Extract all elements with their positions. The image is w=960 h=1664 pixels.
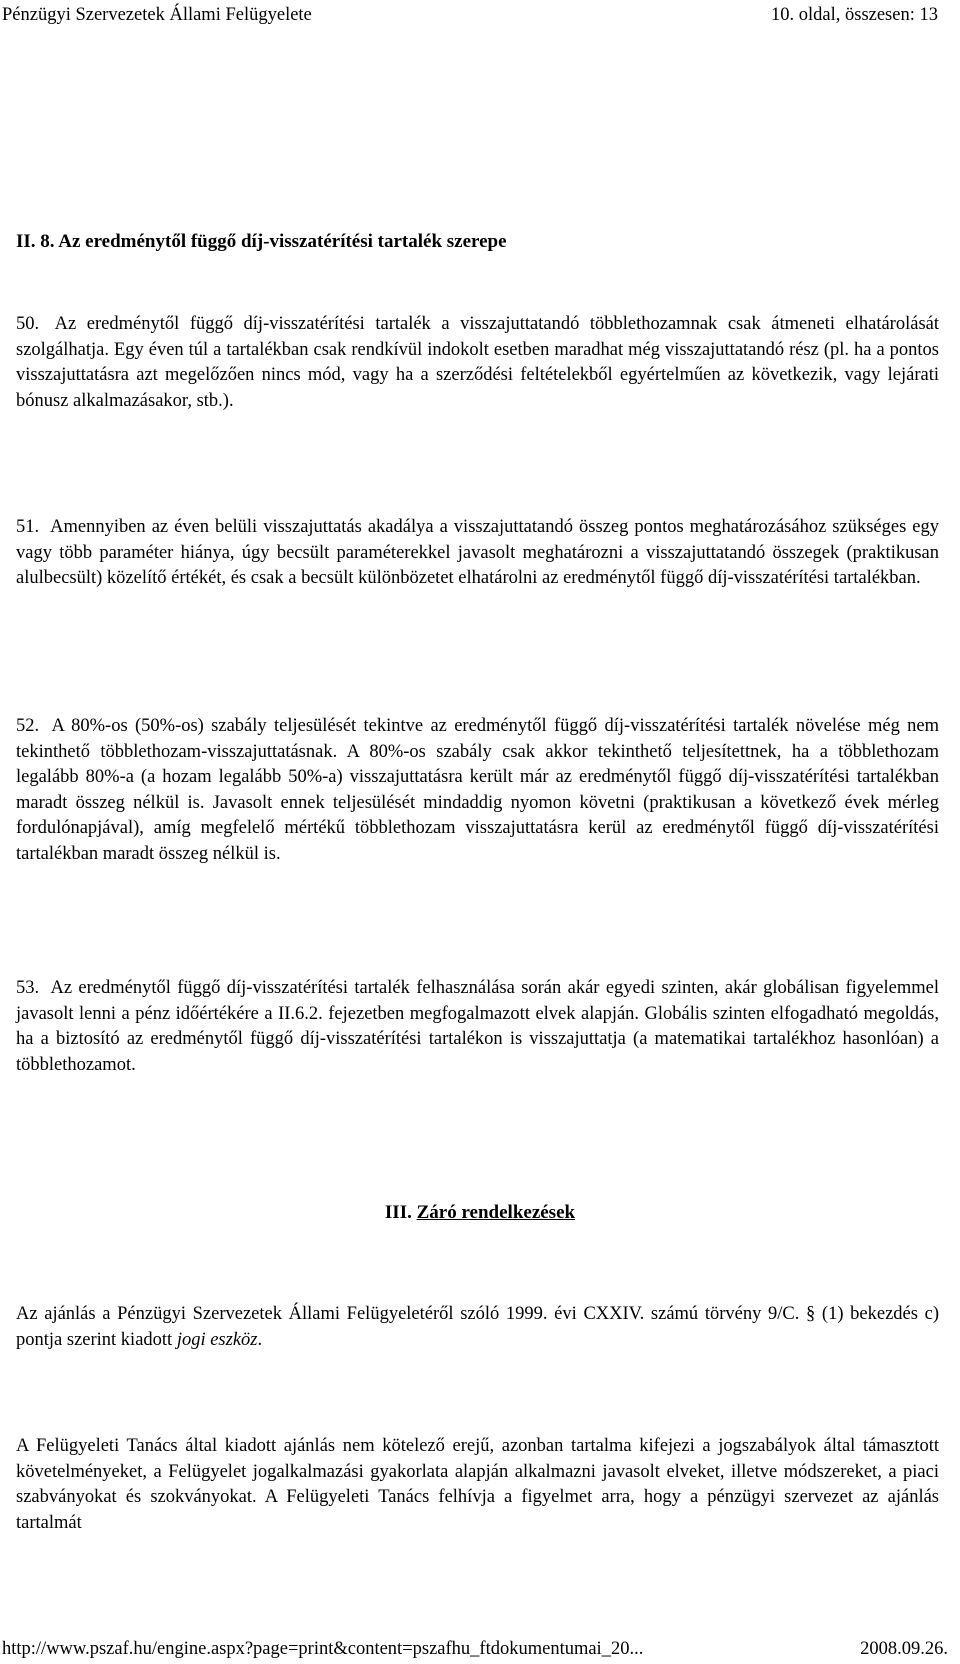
- page-footer: [2, 1638, 948, 1660]
- section-title: [0, 1201, 960, 1225]
- section-number: III.: [384, 1202, 412, 1223]
- closing-end: .: [257, 1329, 263, 1350]
- closing-paragraph-1: [16, 1302, 939, 1353]
- header-title: Pénzügyi Szervezetek Állami Felügyelete: [2, 5, 312, 25]
- paragraph-50: [16, 312, 939, 414]
- footer-date: 2008.09.26.: [860, 1639, 948, 1659]
- header-page-number: 10. oldal, összesen: 13: [771, 5, 938, 25]
- closing-italic-text: jogi eszköz: [176, 1329, 258, 1350]
- paragraph-53: [16, 976, 939, 1078]
- paragraph-51: [16, 515, 939, 592]
- paragraph-text: Az eredménytől függő díj-visszatérítési tartalék a visszajuttatandó többlethozamnak csak átmeneti elhatárolását szolgálhatja. Egy éven túl a tartalékban csak rendkívül indokolt esetben maradhat még visszajuttatandó rész (pl. ha a pontos visszajuttatásra azt megelőzően nincs mód, vagy ha a szerződési feltételekből egyértelműen az következik, vagy lejárati bónusz alkalmazásakor, stb.).: [16, 314, 939, 411]
- page-header: [2, 4, 938, 26]
- section-heading: II. 8. Az eredménytől függő díj-visszatérítési tartalék szerepe: [16, 231, 507, 252]
- paragraph-text: Az eredménytől függő díj-visszatérítési tartalék felhasználása során akár egyedi szinten, akár globálisan figyelemmel javasolt lenni a pénz időértékére a II.6.2. fejezetben megfogalmazott elvek alapján. Globális szinten elfogadható megoldás, ha a biztosító az eredménytől függő díj-visszatérítési tartalékon is visszajuttatja (a matematikai tartalékhoz hasonlóan) a többlethozamot.: [16, 978, 940, 1075]
- section-title-text: Záró rendelkezések: [416, 1202, 576, 1223]
- closing-paragraph-2: [16, 1434, 939, 1536]
- paragraph-number: 52.: [16, 716, 40, 736]
- paragraph-text: Amennyiben az éven belüli visszajuttatás akadálya a visszajuttatandó összeg pontos meghatározásához szükséges egy vagy több paraméter hiánya, úgy becsült paraméterekkel javasolt meghatározni a visszajuttatandó összegek (praktikusan alulbecsült) közelítő értékét, és csak a becsült különbözetet elhatárolni az eredménytől függő díj-visszatérítési tartalékban.: [16, 517, 940, 588]
- closing-text: Az ajánlás a Pénzügyi Szervezetek Állami Felügyeletéről szóló 1999. évi CXXIV. számú törvény 9/C. § (1) bekezdés c) pontja szerint kiadott: [16, 1304, 939, 1350]
- footer-url: http://www.pszaf.hu/engine.aspx?page=print&content=pszafhu_ftdokumentumai_20...: [2, 1639, 644, 1659]
- closing-text: A Felügyeleti Tanács által kiadott ajánlás nem kötelező erejű, azonban tartalma kifejezi a jogszabályok által támasztott követelményeket, a Felügyelet jogalkalmazási gyakorlata alapján alkalmazni javasolt elveket, illetve módszereket, a piaci szabványokat és szokványokat. A Felügyeleti Tanács felhívja a figyelmet arra, hogy a pénzügyi szervezet az ajánlás tartalmát: [16, 1436, 939, 1533]
- paragraph-text: A 80%-os (50%-os) szabály teljesülését tekintve az eredménytől függő díj-visszatérítési tartalék növelése még nem tekinthető többlethozam-visszajuttatásnak. A 80%-os szabály csak akkor tekinthető teljesítettnek, ha a többlethozam legalább 80%-a (a hozam legalább 50%-a) visszajuttatásra került már az eredménytől függő díj-visszatérítési tartalékban maradt összeg nélkül is. Javasolt ennek teljesülését mindaddig nyomon követni (praktikusan a következő évek mérleg fordulónapjával), amíg megfelelő mértékű többlethozam visszajuttatásra kerül az eredménytől függő díj-visszatérítési tartalékban maradt összeg nélkül is.: [16, 716, 940, 864]
- paragraph-number: 53.: [16, 978, 40, 998]
- paragraph-number: 51.: [16, 517, 40, 537]
- paragraph-52: [16, 714, 939, 867]
- paragraph-number: 50.: [16, 314, 40, 334]
